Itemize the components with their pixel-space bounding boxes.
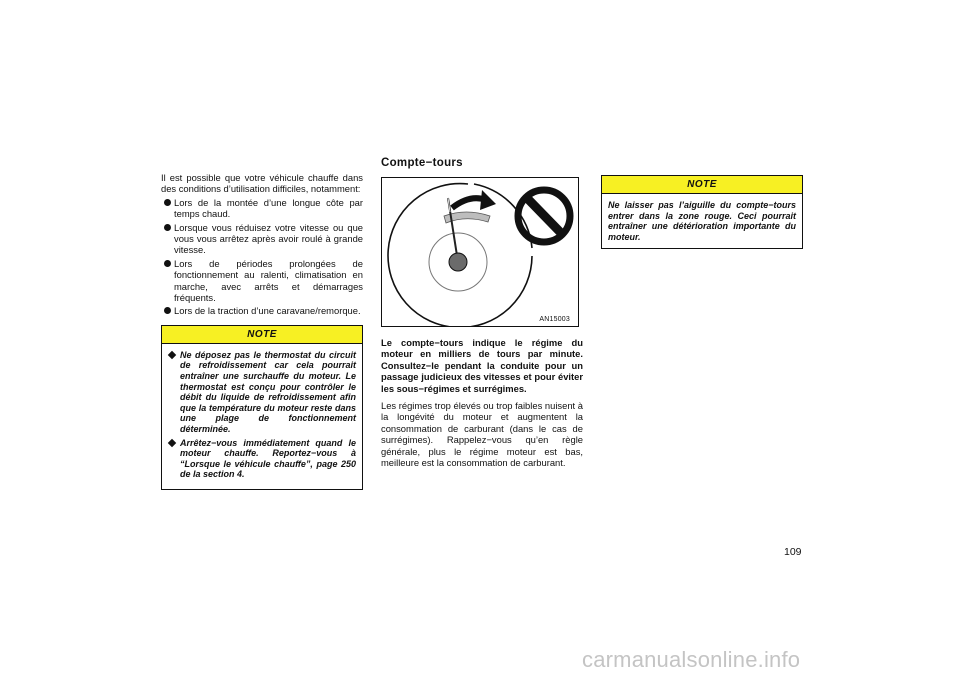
tachometer-body-text: Les régimes trop élevés ou trop faibles nuisent à la longévité du moteur et augmentent la consommation de carburant (dans le cas de surrégimes). Rappelez−vous qu’en règle générale, plus le régime moteur est bas, meilleure est la consommation de carburant.: [381, 400, 583, 469]
right-column: [601, 175, 803, 249]
list-item: Lorsque vous réduisez votre vitesse ou que vous vous arrêtez après avoir roulé à grande vitesse.: [161, 222, 363, 256]
overheat-conditions-list: [161, 197, 363, 317]
tachometer-illustration: [381, 177, 579, 327]
watermark: carmanualsonline.info: [582, 647, 801, 672]
bullet-icon: [164, 199, 171, 206]
figure-label: AN15003: [539, 316, 570, 323]
note-item: Ne déposez pas le thermostat du circuit de refroidissement car cela pourrait entraîner une surchauffe du moteur. Le thermostat est conçu pour contrôler le débit du liquide de refroidissement afin que la température du moteur reste dans une plage de fonctionnement déterminée.: [168, 350, 356, 435]
tachometer-lead-text: Le compte−tours indique le régime du moteur en milliers de tours par minute. Consultez−le pendant la conduite pour un passage judicieux des vitesses et pour éviter les sous−régimes et surrégimes.: [381, 337, 583, 394]
diamond-bullet-icon: [168, 351, 176, 359]
intro-text: Il est possible que votre véhicule chauffe dans des conditions d’utilisation difficiles, notamment:: [161, 172, 363, 195]
bullet-icon: [164, 224, 171, 231]
middle-column: [381, 156, 583, 468]
diamond-bullet-icon: [168, 438, 176, 446]
bullet-icon: [164, 307, 171, 314]
note-heading: NOTE: [602, 176, 802, 194]
left-column: [161, 172, 363, 490]
list-item: Lors de périodes prolongées de fonctionnement au ralenti, climatisation en marche, avec arrêts et démarrages fréquents.: [161, 258, 363, 304]
page-number: 109: [784, 546, 802, 558]
list-item: Lors de la traction d’une caravane/remorque.: [161, 305, 363, 316]
thermostat-note-box: [161, 325, 363, 490]
bullet-icon: [164, 260, 171, 267]
note-text: Ne laisser pas l’aiguille du compte−tours entrer dans la zone rouge. Ceci pourrait entraîner une détérioration importante du moteur.: [608, 200, 796, 242]
list-item: Lors de la montée d’une longue côte par temps chaud.: [161, 197, 363, 220]
note-heading: NOTE: [162, 326, 362, 344]
tachometer-note-box: [601, 175, 803, 249]
note-item: Arrêtez−vous immédiatement quand le moteur chauffe. Reportez−vous à “Lorsque le véhicule chauffe”, page 250 de la section 4.: [168, 438, 356, 480]
section-title: Compte−tours: [381, 157, 463, 169]
tachometer-gauge-icon: [382, 178, 578, 326]
